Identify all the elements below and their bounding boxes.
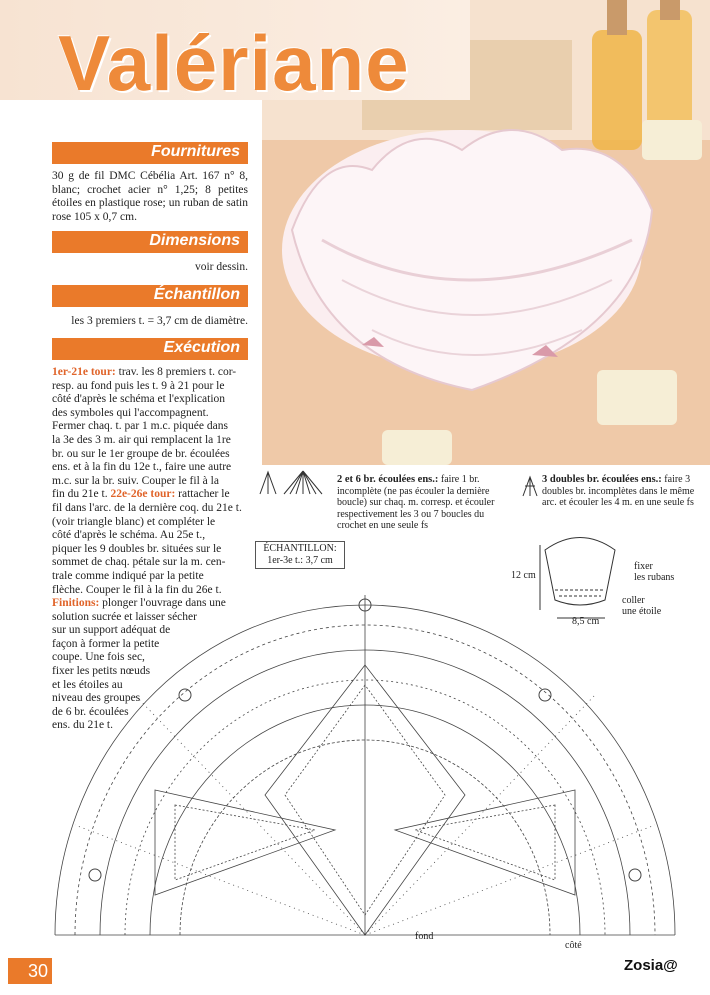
execution-line	[52, 448, 248, 462]
execution-line	[52, 556, 248, 570]
crochet-pattern-chart	[35, 575, 695, 955]
legend-title: 2 et 6 br. écoulées ens.:	[337, 474, 439, 485]
execution-line	[52, 420, 248, 434]
echantillon-text: les 3 premiers t. = 3,7 cm de diamètre.	[71, 315, 248, 327]
legend-text: faire 1 br. incomplète (ne pas écouler la dernière boucle) sur chaq. m. corresp. et écouler respectivement les 3 ou 7 boucles du crochet en une seule fs	[337, 474, 495, 531]
page-title: Valériane	[58, 19, 410, 107]
sample-box	[255, 541, 345, 569]
execution-text-span: piquer les 9 doubles br. situées sur le	[52, 542, 222, 555]
height-label: 12 cm	[511, 570, 536, 581]
execution-text-span: la 3e des 3 m. air qui remplacent la 1re	[52, 433, 231, 446]
execution-text-span: façon à former la petite	[52, 637, 160, 650]
signature: Zosia@	[624, 957, 678, 974]
legend-text: faire 3 doubles br. incomplètes dans le même arc. et écouler les 4 m. en une seule fs	[542, 474, 695, 508]
execution-text-span: fil dans l'arc. de la dernière coq. du 21e t.	[52, 501, 242, 514]
etoile-label: une étoile	[622, 606, 662, 617]
execution-line	[52, 380, 248, 394]
execution-line	[52, 366, 248, 380]
section-header-echantillon	[52, 285, 248, 307]
execution-text-span: coupe. Une fois sec,	[52, 651, 145, 664]
execution-lead: 22e-26e tour:	[110, 488, 176, 501]
execution-line	[52, 516, 248, 530]
fournitures-text: 30 g de fil DMC Cébélia Art. 167 n° 8, blanc; crochet acier n° 1,25; 8 petites étoiles en plastique rose; un ruban de satin rose 105 x 0,7 cm.	[52, 170, 248, 223]
execution-text-span: solution sucrée et laisser sécher	[52, 610, 197, 623]
execution-text-span: sommet de chaq. pétale sur la m. cen-	[52, 556, 226, 569]
execution-text-span: fin du 21e t.	[52, 488, 111, 501]
execution-text-span: trale comme indiqué par la petite	[52, 569, 204, 582]
page-number: 30	[8, 958, 52, 984]
execution-line	[52, 502, 248, 516]
execution-text-span: ens. et à la fin du 12e t., faire une autre	[52, 461, 232, 474]
execution-text-span: côté d'après le schéma et l'explication	[52, 393, 226, 406]
section-heading: Exécution	[163, 339, 240, 356]
section-heading: Échantillon	[153, 286, 240, 303]
legend-item-2	[542, 474, 708, 509]
execution-line	[52, 543, 248, 557]
fixer-label: fixer	[634, 561, 653, 572]
execution-line	[52, 393, 248, 407]
sample-box-value: 1er-3e t.: 3,7 cm	[267, 555, 333, 566]
execution-text-span: ens. du 21e t.	[52, 719, 114, 732]
section-heading: Dimensions	[149, 232, 240, 249]
execution-text-span: (voir triangle blanc) et compléter le	[52, 515, 216, 528]
execution-text-span: sur un support adéquat de	[52, 624, 171, 637]
execution-line	[52, 529, 248, 543]
fond-label: fond	[415, 931, 434, 942]
execution-text-span: trav. les 8 premiers t. cor-	[115, 366, 237, 378]
legend-title: 3 doubles br. écoulées ens.:	[542, 474, 662, 485]
execution-line	[52, 407, 248, 421]
execution-text-span: côté d'après le schéma. Au 25e t.,	[52, 529, 206, 542]
execution-text-span: rattacher le	[175, 488, 230, 501]
execution-lead: 1er-21e tour:	[52, 366, 116, 378]
execution-text-span: br. ou sur le 1er groupe de br. écoulées	[52, 447, 230, 460]
width-label: 8,5 cm	[572, 616, 600, 627]
sample-box-title: ÉCHANTILLON:	[263, 543, 337, 554]
rubans-label: les rubans	[634, 572, 675, 583]
execution-text-span: de 6 br. écoulées	[52, 705, 129, 718]
execution-text-span: m.c. sur la br. suiv. Couper le fil à la	[52, 474, 219, 487]
execution-text-span: Fermer chaq. t. par 1 m.c. piquée dans	[52, 420, 228, 433]
execution-text-span: des symboles qui l'accompagnent.	[52, 406, 209, 419]
execution-line	[52, 475, 248, 489]
section-header-fournitures	[52, 142, 248, 164]
stitch-symbol-icon	[258, 468, 328, 498]
coller-label: coller	[622, 595, 645, 606]
execution-text-span: niveau des groupes	[52, 692, 141, 705]
execution-line	[52, 461, 248, 475]
section-heading: Fournitures	[151, 143, 240, 160]
execution-line	[52, 434, 248, 448]
execution-text-span: et les étoiles au	[52, 678, 123, 691]
dimensions-text: voir dessin.	[194, 261, 248, 273]
cote-label: côté	[565, 940, 582, 951]
section-header-execution	[52, 338, 248, 360]
double-stitch-icon	[520, 474, 540, 498]
execution-text-span: flèche. Couper le fil à la fin du 26e t.	[52, 583, 222, 596]
execution-text-span: fixer les petits nœuds	[52, 665, 151, 678]
legend-item-1	[337, 474, 509, 532]
execution-text-span: resp. au fond puis les t. 9 à 21 pour le	[52, 379, 225, 392]
execution-text-span: plonger l'ouvrage dans une	[99, 597, 226, 610]
section-header-dimensions	[52, 231, 248, 253]
execution-line	[52, 488, 248, 502]
execution-lead: Finitions:	[52, 597, 100, 610]
